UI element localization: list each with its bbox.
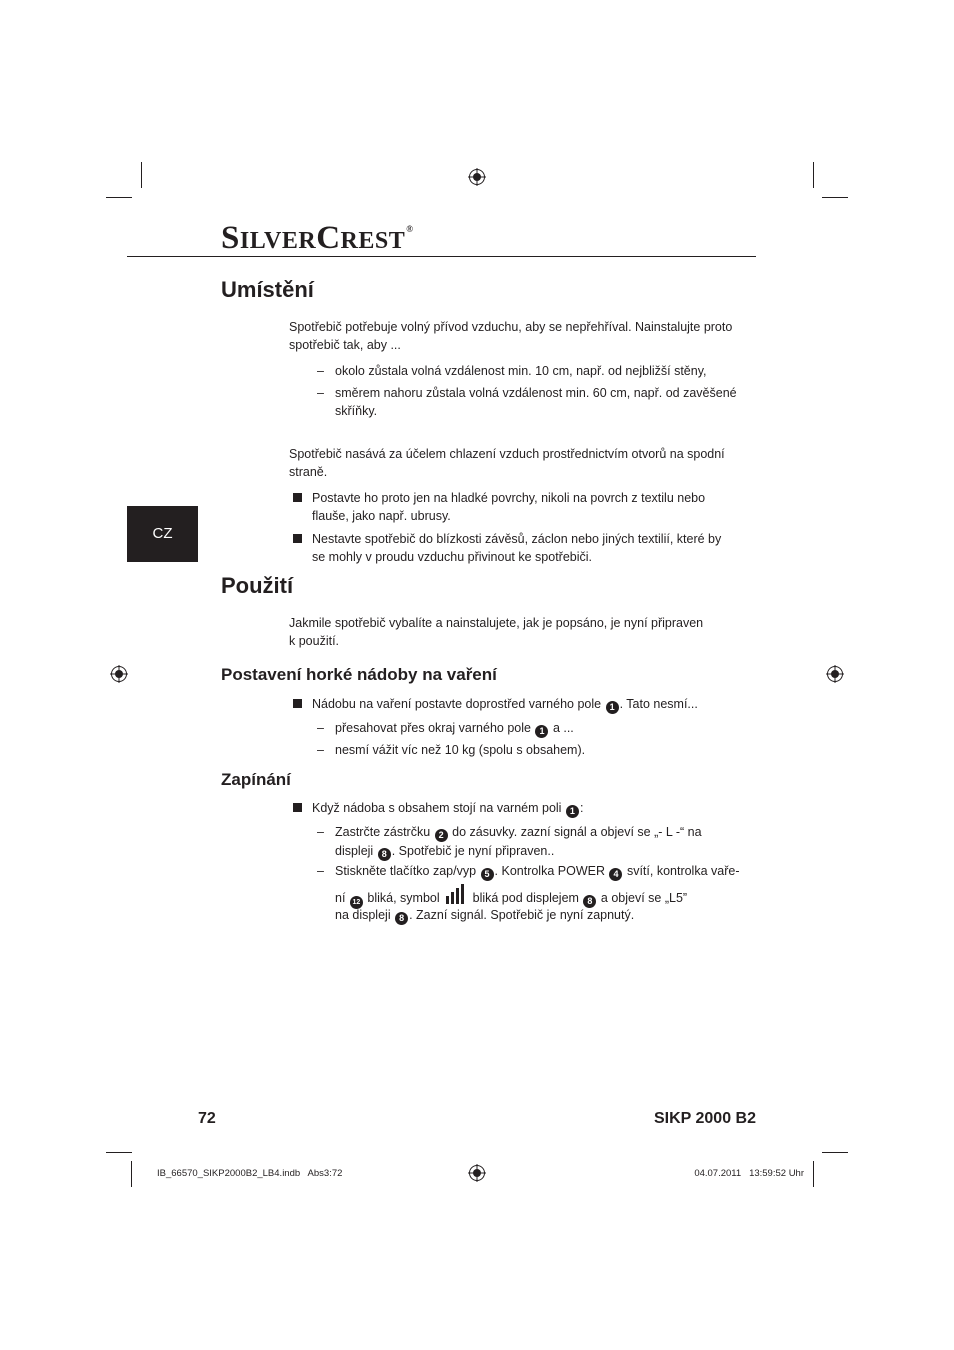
dash-item: okolo zůstala volná vzdálenost min. 10 cm, např. od nejbližší stěny, bbox=[335, 364, 707, 378]
dash-item: na displeji 8 . Zazní signál. Spotřebič je nyní zapnutý. bbox=[335, 908, 635, 923]
dash-item: nesmí vážit víc než 10 kg (spolu s obsahem). bbox=[335, 743, 586, 757]
reference-number: 4 bbox=[609, 868, 622, 881]
dash-item: displeji 8 . Spotřebič je nyní připraven.. bbox=[335, 844, 555, 859]
reference-number: 2 bbox=[435, 829, 448, 842]
bullet-item: flauše, jako např. ubrusy. bbox=[312, 509, 451, 523]
dash-item: přesahovat přes okraj varného pole 1 a ... bbox=[335, 721, 574, 736]
crop-mark bbox=[813, 1161, 814, 1187]
paragraph-line: k použití. bbox=[289, 634, 340, 648]
bullet-marker bbox=[293, 534, 302, 543]
reference-number: 1 bbox=[606, 701, 619, 714]
section-title-postaveni: Postavení horké nádoby na vaření bbox=[221, 665, 497, 684]
bullet-item: Když nádoba s obsahem stojí na varném poli 1 : bbox=[312, 801, 584, 816]
section-title-pouziti: Použití bbox=[221, 573, 294, 598]
paragraph-line: Spotřebič potřebuje volný přívod vzduchu, aby se nepřehříval. Nainstalujte proto bbox=[289, 320, 733, 334]
bullet-item: Nádobu na vaření postavte doprostřed varného pole 1 . Tato nesmí... bbox=[312, 697, 698, 712]
bullet-marker bbox=[293, 493, 302, 502]
dash-marker: – bbox=[317, 825, 324, 839]
cooking-level-bars-icon bbox=[446, 884, 466, 904]
paragraph-line: Spotřebič nasává za účelem chlazení vzduch prostřednictvím otvorů na spodní bbox=[289, 447, 725, 461]
dash-marker: – bbox=[317, 721, 324, 735]
section-title-umisteni: Umístění bbox=[221, 277, 314, 302]
language-tab: CZ bbox=[127, 506, 198, 562]
bullet-item: Postavte ho proto jen na hladké povrchy, nikoli na povrch z textilu nebo bbox=[312, 491, 706, 505]
bullet-item: Nestavte spotřebič do blízkosti závěsů, záclon nebo jiných textilií, které by bbox=[312, 532, 722, 546]
dash-item: Stiskněte tlačítko zap/vyp 5 . Kontrolka POWER 4 svítí, kontrolka vaře- bbox=[335, 864, 740, 879]
crop-mark bbox=[813, 162, 814, 188]
dash-item: ní 12 bliká, symbol bliká pod displejem 8 a objeví se „L5” bbox=[335, 884, 687, 910]
crop-mark bbox=[131, 1161, 132, 1187]
dash-item: směrem nahoru zůstala volná vzdálenost min. 60 cm, např. od zavěšené bbox=[335, 386, 737, 400]
section-title-zapinani: Zapínání bbox=[221, 770, 291, 789]
crop-mark bbox=[141, 162, 142, 188]
dash-marker: – bbox=[317, 743, 324, 757]
reference-number: 1 bbox=[535, 725, 548, 738]
crop-mark bbox=[106, 1152, 132, 1153]
dash-item: skříňky. bbox=[335, 404, 378, 418]
reference-number: 5 bbox=[481, 868, 494, 881]
page-number: 72 bbox=[198, 1110, 216, 1127]
bullet-item: se mohly v proudu vzduchu přivinout ke spotřebiči. bbox=[312, 550, 593, 564]
registration-mark-icon bbox=[826, 665, 844, 683]
reference-number: 12 bbox=[350, 896, 363, 909]
brand-logo: SILVERCREST® bbox=[221, 220, 414, 256]
crop-mark bbox=[822, 197, 848, 198]
reference-number: 8 bbox=[583, 895, 596, 908]
registration-mark-icon bbox=[468, 168, 486, 186]
paragraph-line: Jakmile spotřebič vybalíte a nainstalujete, jak je popsáno, je nyní připraven bbox=[289, 616, 704, 630]
crop-mark bbox=[106, 197, 132, 198]
dash-marker: – bbox=[317, 386, 324, 400]
registration-mark-icon bbox=[110, 665, 128, 683]
paragraph-line: spotřebič tak, aby ... bbox=[289, 338, 401, 352]
print-slug-left: IB_66570_SIKP2000B2_LB4.indb Abs3:72 bbox=[157, 1168, 343, 1179]
reference-number: 8 bbox=[378, 848, 391, 861]
reference-number: 1 bbox=[566, 805, 579, 818]
dash-item: Zastrčte zástrčku 2 do zásuvky. zazní signál a objeví se „- L -“ na bbox=[335, 825, 702, 840]
bullet-marker bbox=[293, 803, 302, 812]
registration-mark-icon bbox=[468, 1164, 486, 1182]
model-name: SIKP 2000 B2 bbox=[654, 1110, 756, 1127]
dash-marker: – bbox=[317, 864, 324, 878]
bullet-marker bbox=[293, 699, 302, 708]
reference-number: 8 bbox=[395, 912, 408, 925]
paragraph-line: straně. bbox=[289, 465, 328, 479]
crop-mark bbox=[822, 1152, 848, 1153]
header-rule bbox=[127, 256, 756, 257]
print-slug-right: 04.07.2011 13:59:52 Uhr bbox=[694, 1168, 804, 1179]
dash-marker: – bbox=[317, 364, 324, 378]
